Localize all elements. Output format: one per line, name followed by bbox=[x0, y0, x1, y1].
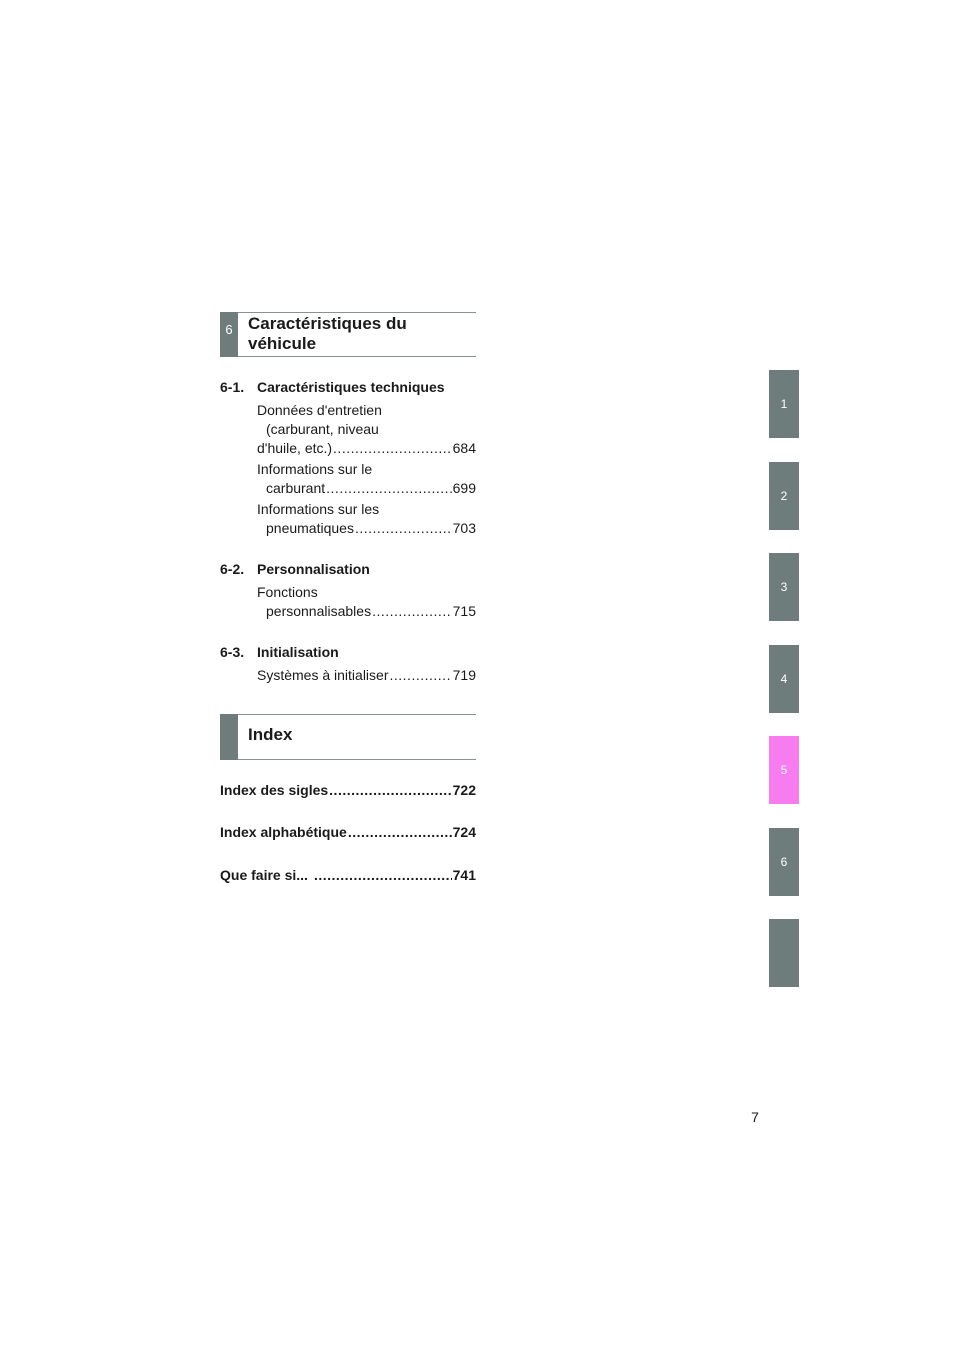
toc-entry-page: 724 bbox=[452, 824, 476, 840]
leader-dots bbox=[326, 479, 451, 498]
side-tab-5-active[interactable] bbox=[769, 736, 799, 804]
toc-entry-page: 719 bbox=[452, 667, 476, 683]
toc-entry-line[interactable]: Données d'entretien bbox=[257, 402, 382, 418]
header-rule-top bbox=[238, 312, 476, 313]
toc-entry-what-to-do[interactable] bbox=[220, 866, 476, 885]
toc-entry-line[interactable]: Informations sur le bbox=[257, 461, 373, 477]
group-code-6-3: 6-3. bbox=[220, 644, 245, 660]
side-tab-label: 2 bbox=[780, 489, 788, 503]
toc-entry-label: Index des sigles bbox=[220, 782, 329, 798]
side-tab-2[interactable] bbox=[769, 462, 799, 530]
side-tab-6[interactable] bbox=[769, 828, 799, 896]
leader-dots bbox=[329, 781, 451, 800]
toc-entry-page: 722 bbox=[452, 782, 476, 798]
toc-entry-label: Que faire si... bbox=[220, 867, 308, 883]
section-title bbox=[248, 314, 476, 354]
leader-dots bbox=[333, 439, 452, 458]
side-tab-label: 1 bbox=[780, 397, 788, 411]
side-tab-label: 5 bbox=[780, 763, 788, 777]
page-number: 7 bbox=[751, 1109, 759, 1125]
header-rule-bottom bbox=[238, 356, 476, 357]
leader-dots bbox=[390, 666, 452, 685]
section-title-line1: Caractéristiques du bbox=[248, 314, 407, 333]
index-title: Index bbox=[248, 725, 293, 744]
section-number: 6 bbox=[225, 322, 233, 337]
section-title-line2: véhicule bbox=[248, 334, 317, 353]
toc-entry-page: 715 bbox=[452, 603, 476, 619]
group-heading-6-1: Caractéristiques techniques bbox=[257, 379, 445, 395]
toc-entry-label: pneumatiques bbox=[266, 520, 354, 536]
side-tab-4[interactable] bbox=[769, 645, 799, 713]
header-rule-bottom bbox=[238, 759, 476, 760]
section-6-header bbox=[220, 312, 476, 357]
side-tab-3[interactable] bbox=[769, 553, 799, 621]
toc-entry-page: 699 bbox=[452, 480, 476, 496]
toc-entry-page: 703 bbox=[452, 520, 476, 536]
side-tab-label: 4 bbox=[780, 672, 788, 686]
group-heading-6-2: Personnalisation bbox=[257, 561, 370, 577]
group-code-6-2: 6-2. bbox=[220, 561, 245, 577]
header-rule-top bbox=[238, 714, 476, 715]
group-code-6-1: 6-1. bbox=[220, 379, 245, 395]
toc-entry-label: carburant bbox=[266, 480, 326, 496]
toc-entry-label: d'huile, etc.) bbox=[257, 440, 333, 456]
toc-entry-line[interactable]: (carburant, niveau bbox=[266, 421, 379, 437]
leader-dots bbox=[314, 866, 452, 885]
toc-entry-page: 684 bbox=[452, 440, 476, 456]
toc-entry-fuel[interactable] bbox=[266, 479, 476, 498]
toc-entry-maintenance[interactable] bbox=[257, 439, 476, 458]
side-tab-1[interactable] bbox=[769, 370, 799, 438]
group-heading-6-3: Initialisation bbox=[257, 644, 339, 660]
index-header bbox=[220, 714, 476, 760]
leader-dots bbox=[348, 823, 452, 842]
toc-entry-label: Systèmes à initialiser bbox=[257, 667, 389, 683]
toc-entry-custom[interactable] bbox=[266, 602, 476, 621]
toc-entry-label: Index alphabétique bbox=[220, 824, 347, 840]
leader-dots bbox=[355, 519, 452, 538]
leader-dots bbox=[372, 602, 452, 621]
side-tab-label: 3 bbox=[780, 580, 788, 594]
toc-entry-page: 741 bbox=[452, 867, 476, 883]
toc-entry-line[interactable]: Fonctions bbox=[257, 584, 318, 600]
toc-entry-acronyms[interactable] bbox=[220, 781, 476, 800]
toc-entry-init[interactable] bbox=[257, 666, 476, 685]
toc-entry-tires[interactable] bbox=[266, 519, 476, 538]
side-tab-index[interactable] bbox=[769, 919, 799, 987]
toc-entry-line[interactable]: Informations sur les bbox=[257, 501, 380, 517]
toc-entry-alphabetical[interactable] bbox=[220, 823, 476, 842]
index-bar bbox=[220, 714, 238, 760]
toc-entry-label: personnalisables bbox=[266, 603, 372, 619]
side-tab-label: 6 bbox=[780, 855, 788, 869]
